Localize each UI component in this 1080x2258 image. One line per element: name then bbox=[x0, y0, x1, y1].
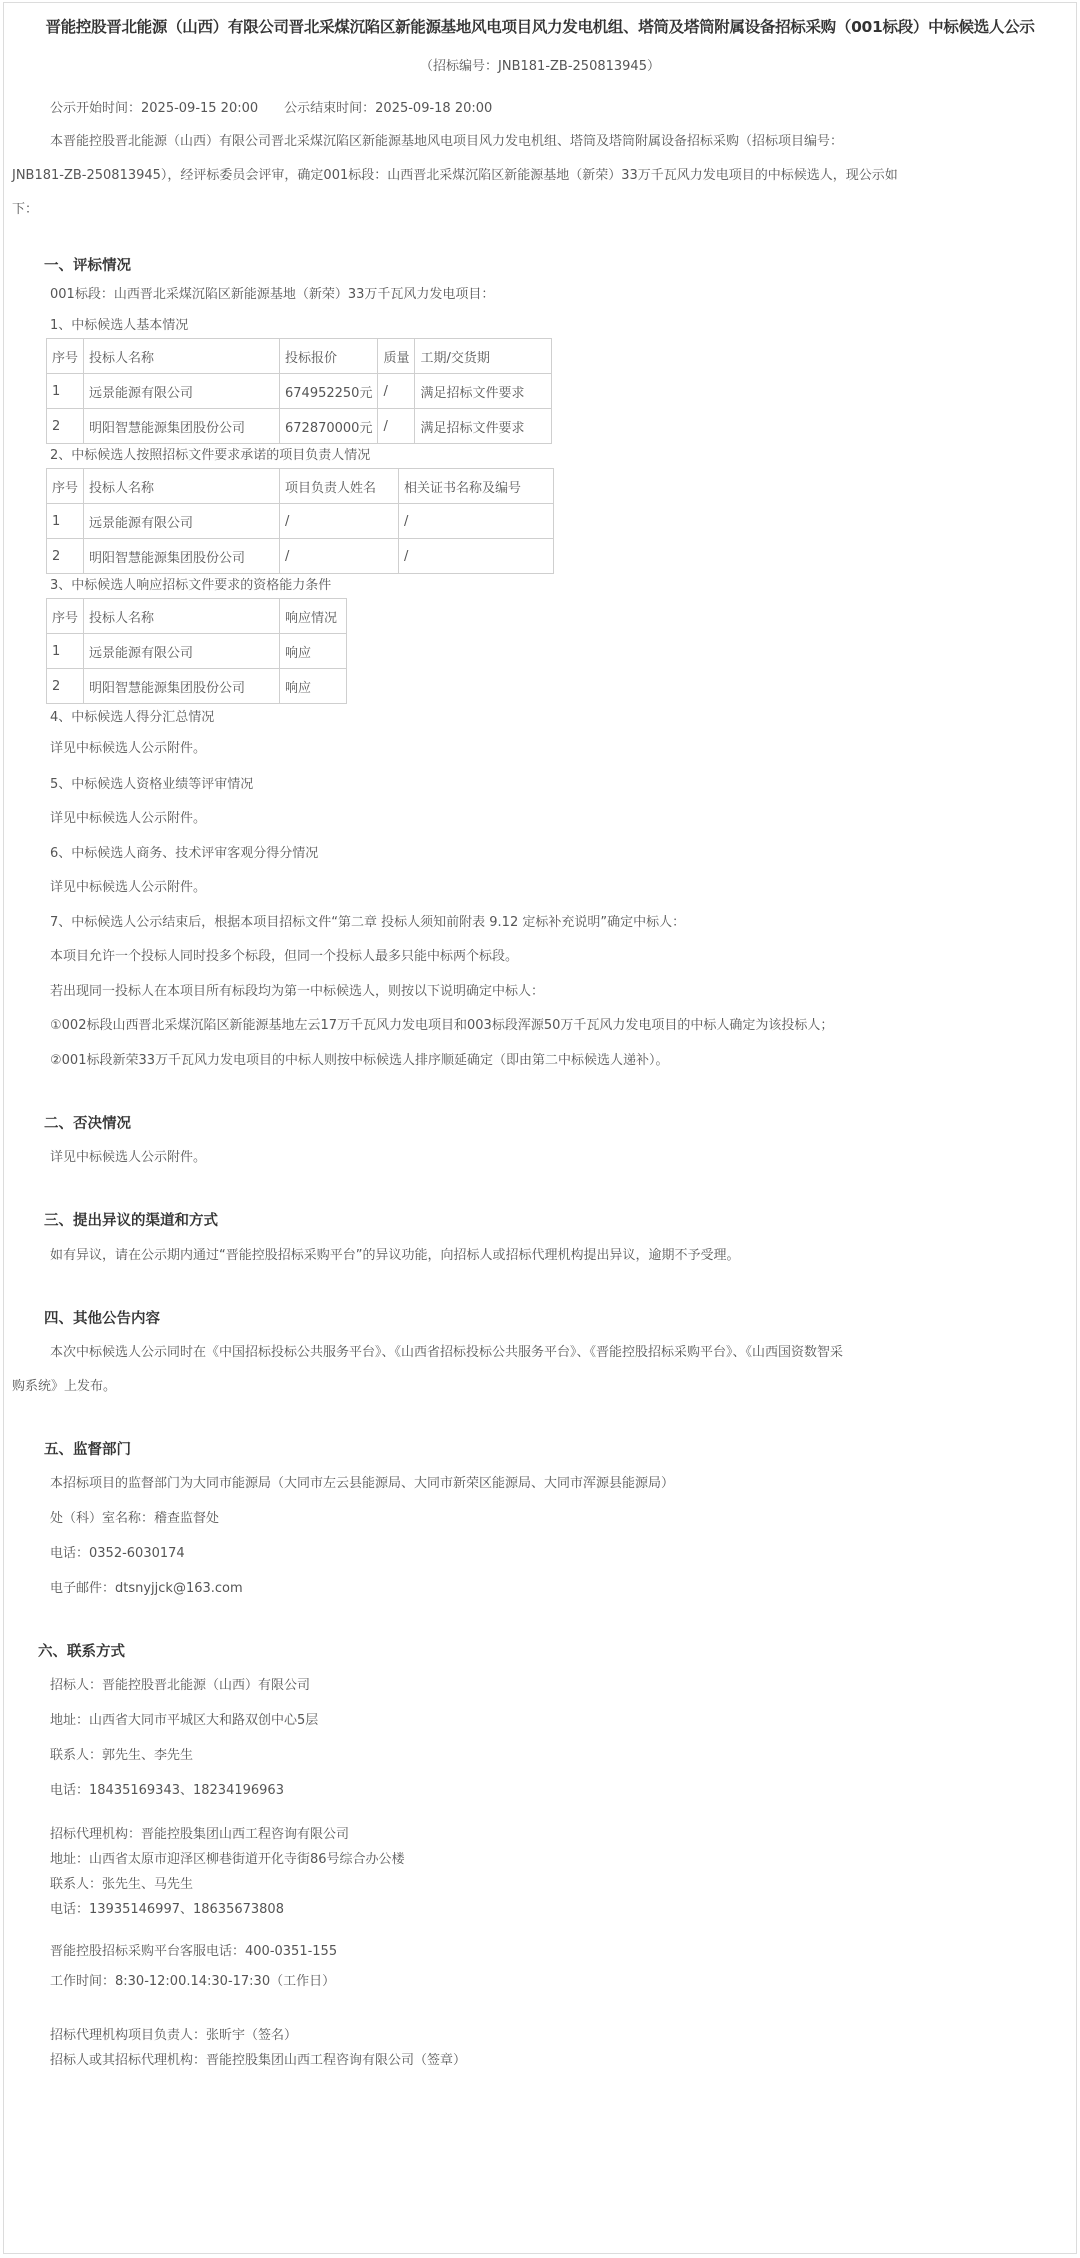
platform-service-phone: 晋能控股招标采购平台客服电话：400-0351-155 bbox=[50, 1944, 338, 1959]
working-hours: 工作时间：8:30-12:00.14:30-17:30（工作日） bbox=[50, 1974, 336, 1989]
table-cell: 响应 bbox=[280, 634, 347, 669]
table-row bbox=[47, 539, 554, 574]
supervision-text: 本招标项目的监督部门为大同市能源局（大同市左云县能源局、大同市新荣区能源局、大同市浑源县能源局） bbox=[50, 1476, 675, 1491]
seal-line: 招标人或其招标代理机构：晋能控股集团山西工程咨询有限公司（签章） bbox=[50, 2053, 467, 2068]
objection-detail: 如有异议，请在公示期内通过“晋能控股招标采购平台”的异议功能，向招标人或招标代理机构提出异议，逾期不予受理。 bbox=[50, 1248, 740, 1263]
other-text-1: 本次中标候选人公示同时在《中国招标投标公共服务平台》、《山西省招标投标公共服务平台》、《晋能控股招标采购平台》、《山西国资数智采 bbox=[50, 1345, 844, 1360]
header-cell: 项目负责人姓名 bbox=[280, 469, 399, 504]
header-cell: 相关证书名称及编号 bbox=[399, 469, 554, 504]
table-cell: 响应 bbox=[280, 669, 347, 704]
table-caption-basic-info: 1、中标候选人基本情况 bbox=[50, 318, 189, 333]
section-heading-contact: 六、联系方式 bbox=[38, 1644, 125, 1660]
table-cell: 672870000元 bbox=[280, 409, 378, 444]
table-cell: 满足招标文件要求 bbox=[415, 374, 552, 409]
agency-address: 地址：山西省太原市迎泽区柳巷街道开化寺街86号综合办公楼 bbox=[50, 1852, 405, 1867]
supervision-email[interactable]: 电子邮件：dtsnyjjck@163.com bbox=[50, 1581, 243, 1596]
table-cell: / bbox=[280, 539, 399, 574]
award-rule-b: 若出现同一投标人在本项目所有标段均为第一中标候选人，则按以下说明确定中标人： bbox=[50, 984, 545, 999]
table-header-row bbox=[47, 339, 552, 374]
section-heading-evaluation: 一、评标情况 bbox=[44, 258, 131, 274]
item-qualification-review: 5、中标候选人资格业绩等评审情况 bbox=[50, 777, 254, 792]
table-cell: / bbox=[399, 539, 554, 574]
header-cell: 投标人名称 bbox=[84, 339, 280, 374]
agency-phone: 电话：13935146997、18635673808 bbox=[50, 1902, 284, 1917]
table-cell: 1 bbox=[47, 374, 84, 409]
item-score-summary: 4、中标候选人得分汇总情况 bbox=[50, 710, 215, 725]
intro-line-3: 下： bbox=[12, 202, 39, 217]
header-cell: 投标人名称 bbox=[84, 599, 280, 634]
table-cell: 明阳智慧能源集团股份公司 bbox=[84, 669, 280, 704]
header-cell: 投标人名称 bbox=[84, 469, 280, 504]
header-cell: 序号 bbox=[47, 469, 84, 504]
item-award-rule: 7、中标候选人公示结束后，根据本项目招标文件“第二章 投标人须知前附表 9.12 定标补充说明”确定中标人： bbox=[50, 915, 686, 930]
intro-line-1: 本晋能控股晋北能源（山西）有限公司晋北采煤沉陷区新能源基地风电项目风力发电机组、塔筒及塔筒附属设备招标采购（招标项目编号： bbox=[50, 134, 844, 149]
item-score-summary-detail: 详见中标候选人公示附件。 bbox=[50, 741, 207, 756]
table-caption-project-lead: 2、中标候选人按照招标文件要求承诺的项目负责人情况 bbox=[50, 448, 371, 463]
table-cell: 674952250元 bbox=[280, 374, 378, 409]
section-heading-supervision: 五、监督部门 bbox=[44, 1442, 131, 1458]
table-cell: 明阳智慧能源集团股份公司 bbox=[84, 409, 280, 444]
table-header-row bbox=[47, 599, 347, 634]
agency-name: 招标代理机构：晋能控股集团山西工程咨询有限公司 bbox=[50, 1827, 350, 1842]
table-cell: 1 bbox=[47, 504, 84, 539]
section-heading-objection: 三、提出异议的渠道和方式 bbox=[44, 1213, 218, 1229]
table-cell: 远景能源有限公司 bbox=[84, 634, 280, 669]
table-cell: 明阳智慧能源集团股份公司 bbox=[84, 539, 280, 574]
section-heading-other: 四、其他公告内容 bbox=[44, 1311, 160, 1327]
table-row bbox=[47, 504, 554, 539]
intro-line-2: JNB181-ZB-250813945），经评标委员会评审，确定001标段：山西晋北采煤沉陷区新能源基地（新荣）33万千瓦风力发电项目的中标候选人，现公示如 bbox=[12, 168, 898, 183]
announcement-page bbox=[3, 2, 1077, 2254]
tenderer-name: 招标人：晋能控股晋北能源（山西）有限公司 bbox=[50, 1678, 311, 1693]
table-cell: 2 bbox=[47, 539, 84, 574]
header-cell: 序号 bbox=[47, 339, 84, 374]
tenderer-contact: 联系人：郭先生、李先生 bbox=[50, 1748, 194, 1763]
section-heading-rejection: 二、否决情况 bbox=[44, 1116, 131, 1132]
item-objective-score: 6、中标候选人商务、技术评审客观分得分情况 bbox=[50, 846, 319, 861]
table-cell: 2 bbox=[47, 409, 84, 444]
tenderer-phone: 电话：18435169343、18234196963 bbox=[50, 1783, 284, 1798]
table-cell: / bbox=[399, 504, 554, 539]
notice-period: 公示开始时间：2025-09-15 20:00 公示结束时间：2025-09-18 20:00 bbox=[50, 101, 493, 116]
rejection-detail: 详见中标候选人公示附件。 bbox=[50, 1150, 207, 1165]
header-cell: 质量 bbox=[378, 339, 415, 374]
supervision-dept: 处（科）室名称：稽查监督处 bbox=[50, 1511, 220, 1526]
announcement-title: 晋能控股晋北能源（山西）有限公司晋北采煤沉陷区新能源基地风电项目风力发电机组、塔筒及塔筒附属设备招标采购（001标段）中标候选人公示 bbox=[45, 18, 1035, 36]
item-qualification-review-detail: 详见中标候选人公示附件。 bbox=[50, 811, 207, 826]
table-cell: / bbox=[378, 374, 415, 409]
table-row bbox=[47, 409, 552, 444]
tenderer-address: 地址：山西省大同市平城区大和路双创中心5层 bbox=[50, 1713, 319, 1728]
table-row bbox=[47, 374, 552, 409]
award-rule-d: ②001标段新荣33万千瓦风力发电项目的中标人则按中标候选人排序顺延确定（即由第二中标候选人递补）。 bbox=[50, 1053, 669, 1068]
table-cell: 1 bbox=[47, 634, 84, 669]
table-cell: / bbox=[280, 504, 399, 539]
table-caption-qualification: 3、中标候选人响应招标文件要求的资格能力条件 bbox=[50, 578, 332, 593]
supervision-phone: 电话：0352-6030174 bbox=[50, 1546, 185, 1561]
table-cell: 远景能源有限公司 bbox=[84, 504, 280, 539]
candidate-basic-info-table bbox=[46, 338, 552, 444]
table-cell: 2 bbox=[47, 669, 84, 704]
candidate-qualification-table bbox=[46, 598, 347, 704]
agency-contact: 联系人：张先生、马先生 bbox=[50, 1877, 194, 1892]
agency-project-lead: 招标代理机构项目负责人：张昕宇（签名） bbox=[50, 2028, 298, 2043]
other-text-2: 购系统》上发布。 bbox=[12, 1379, 117, 1394]
header-cell: 响应情况 bbox=[280, 599, 347, 634]
award-rule-c: ①002标段山西晋北采煤沉陷区新能源基地左云17万千瓦风力发电项目和003标段浑源50万千瓦风力发电项目的中标人确定为该投标人； bbox=[50, 1018, 834, 1033]
table-cell: 满足招标文件要求 bbox=[415, 409, 552, 444]
award-rule-a: 本项目允许一个投标人同时投多个标段，但同一个投标人最多只能中标两个标段。 bbox=[50, 949, 519, 964]
table-cell: 远景能源有限公司 bbox=[84, 374, 280, 409]
header-cell: 序号 bbox=[47, 599, 84, 634]
lot-description: 001标段：山西晋北采煤沉陷区新能源基地（新荣）33万千瓦风力发电项目： bbox=[50, 287, 495, 302]
bid-code: （招标编号：JNB181-ZB-250813945） bbox=[420, 59, 660, 74]
table-header-row bbox=[47, 469, 554, 504]
header-cell: 工期/交货期 bbox=[415, 339, 552, 374]
header-cell: 投标报价 bbox=[280, 339, 378, 374]
table-cell: / bbox=[378, 409, 415, 444]
table-row bbox=[47, 634, 347, 669]
candidate-project-lead-table bbox=[46, 468, 554, 574]
table-row bbox=[47, 669, 347, 704]
item-objective-score-detail: 详见中标候选人公示附件。 bbox=[50, 880, 207, 895]
